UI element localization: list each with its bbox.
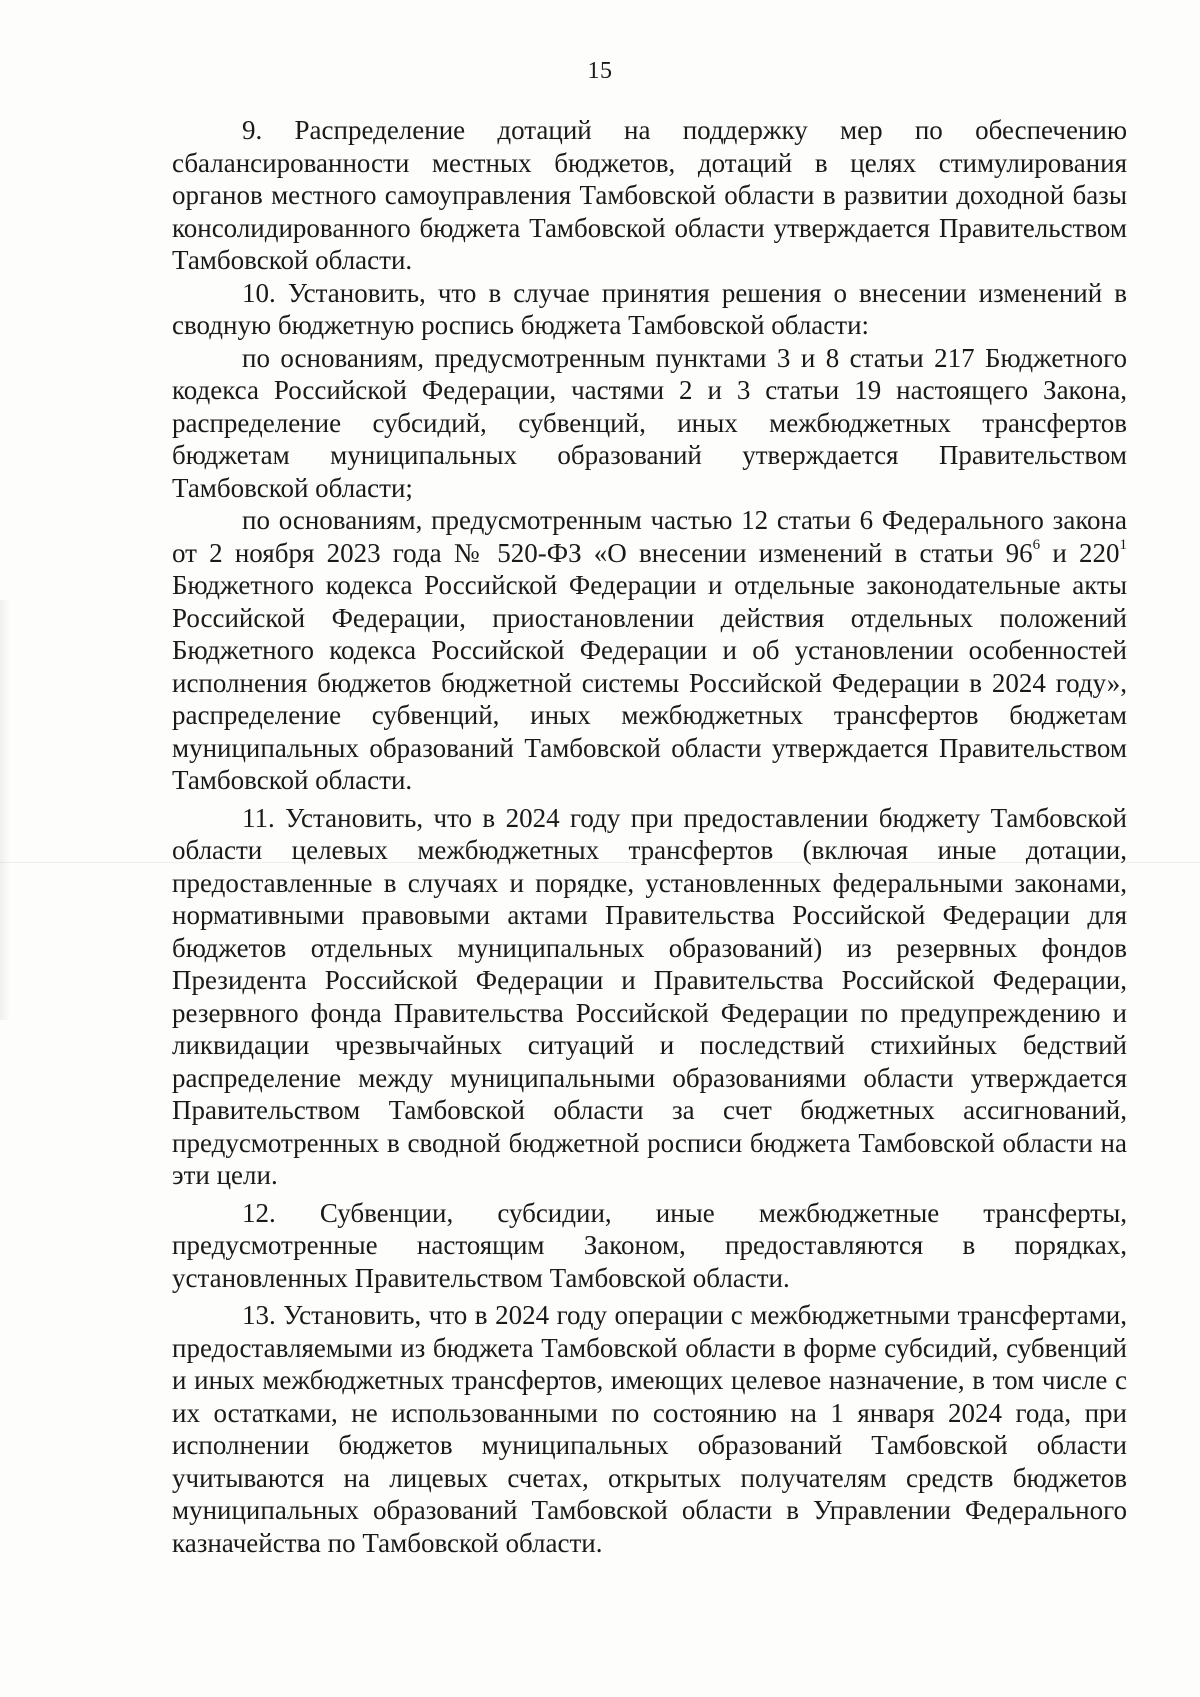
paragraph-10-item-a: по основаниям, предусмотренным пунктами 3 и 8 статьи 217 Бюджетного кодекса Российской Федерации, частями 2 и 3 статьи 19 настоящего Закона, распределение субсидий, субвенций, иных межбюджетных трансфертов бюджетам муниципальных образований утверждается Правительством Тамбовской области; <box>172 342 1127 503</box>
paragraph-10-item-b <box>172 504 1127 797</box>
paragraph-10-item-b-text-1: по основаниям, предусмотренным частью 12 статьи 6 Федерального закона от 2 ноября 2023 года № 520-ФЗ «О внесении изменений в статьи 96 <box>172 505 1127 568</box>
document-body <box>172 114 1127 1559</box>
superscript-1: 1 <box>1119 536 1128 553</box>
paragraph-13: 13. Установить, что в 2024 году операции с межбюджетными трансфертами, предоставляемыми из бюджета Тамбовской области в форме субсидий, субвенций и иных межбюджетных трансфертов, имеющих целевое назначение, в том числе с их остатками, не использованными по состоянию на 1 января 2024 года, при исполнении бюджетов муниципальных образований Тамбовской области учитываются на лицевых счетах, открытых получателям средств бюджетов муниципальных образований Тамбовской области в Управлении Федерального казначейства по Тамбовской области. <box>172 1300 1127 1558</box>
paragraph-12: 12. Субвенции, субсидии, иные межбюджетные трансферты, предусмотренные настоящим Законом, предоставляются в порядках, установленных Правительством Тамбовской области. <box>172 1197 1127 1293</box>
superscript-6: 6 <box>1032 536 1041 553</box>
paragraph-9: 9. Распределение дотаций на поддержку мер по обеспечению сбалансированности местных бюджетов, дотаций в целях стимулирования органов местного самоуправления Тамбовской области в развитии доходной базы консолидированного бюджета Тамбовской области утверждается Правительством Тамбовской области. <box>172 115 1127 275</box>
paragraph-10-item-b-text-2: и 220 <box>1040 537 1120 568</box>
page-number: 15 <box>587 58 613 84</box>
scan-edge-shadow <box>0 600 10 1020</box>
paragraph-10: 10. Установить, что в случае принятия решения о внесении изменений в сводную бюджетную роспись бюджета Тамбовской области: <box>172 277 1127 340</box>
paragraph-11: 11. Установить, что в 2024 году при предоставлении бюджету Тамбовской области целевых межбюджетных трансфертов (включая иные дотации, предоставленные в случаях и порядке, установленных федеральными законами, нормативными правовыми актами Правительства Российской Федерации для бюджетов отдельных муниципальных образований) из резервных фондов Президента Российской Федерации и Правительства Российской Федерации, резервного фонда Правительства Российской Федерации по предупреждению и ликвидации чрезвычайных ситуаций и последствий стихийных бедствий распределение между муниципальными образованиями области утверждается Правительством Тамбовской области за счет бюджетных ассигнований, предусмотренных в сводной бюджетной росписи бюджета Тамбовской области на эти цели. <box>172 802 1127 1190</box>
paragraph-10-item-b-text-3: Бюджетного кодекса Российской Федерации и отдельные законодательные акты Российской Федерации, приостановлении действия отдельных положений Бюджетного кодекса Российской Федерации и об установлении особенностей исполнения бюджетов бюджетной системы Российской Федерации в 2024 году», распределение субвенций, иных межбюджетных трансфертов бюджетам муниципальных образований Тамбовской области утверждается Правительством Тамбовской области. <box>172 570 1127 795</box>
